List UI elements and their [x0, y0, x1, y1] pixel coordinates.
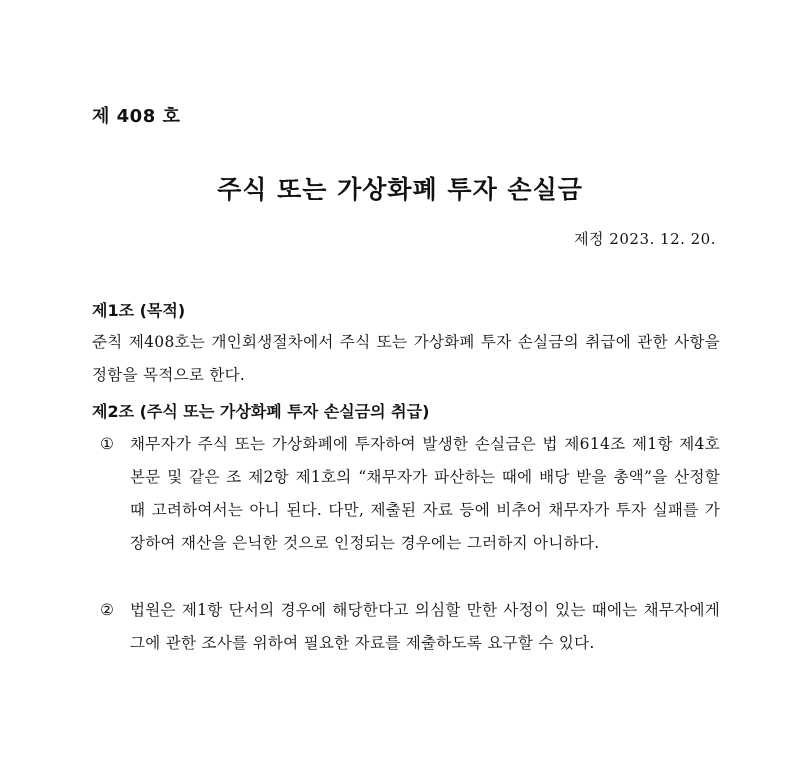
- article-1-body: 준칙 제408호는 개인회생절차에서 주식 또는 가상화폐 투자 손실금의 취급에 관한 사항을 정함을 목적으로 한다.: [92, 333, 720, 384]
- clause-2-text: 법원은 제1항 단서의 경우에 해당한다고 의심할 만한 사정이 있는 때에는 채무자에게 그에 관한 조사를 위하여 필요한 자료를 제출하도록 요구할 수 있다.: [130, 601, 720, 652]
- clause-2-marker: ②: [100, 601, 115, 619]
- article-1-heading: 제1조 (목적): [92, 301, 186, 320]
- document-title: 주식 또는 가상화폐 투자 손실금: [217, 175, 583, 204]
- article-2-clause-2: [100, 594, 720, 660]
- clause-1-text: 채무자가 주식 또는 가상화폐에 투자하여 발생한 손실금은 법 제614조 제1항 제4호 본문 및 같은 조 제2항 제1호의 “채무자가 파산하는 때에 배당 받을 총액”을 산정할 때 고려하여서는 아니 된다. 다만, 제출된 자료 등에 비추어 채무자가 투자 실패를 가장하여 재산을 은닉한 것으로 인정되는 경우에는 그러하지 아니하다.: [130, 435, 720, 552]
- article-2-heading: 제2조 (주식 또는 가상화폐 투자 손실금의 취급): [92, 402, 430, 421]
- enactment-date: 제정 2023. 12. 20.: [574, 230, 716, 248]
- document-number: 제 408 호: [92, 106, 181, 127]
- clause-1-marker: ①: [100, 435, 115, 453]
- article-2-clause-1: [100, 428, 720, 560]
